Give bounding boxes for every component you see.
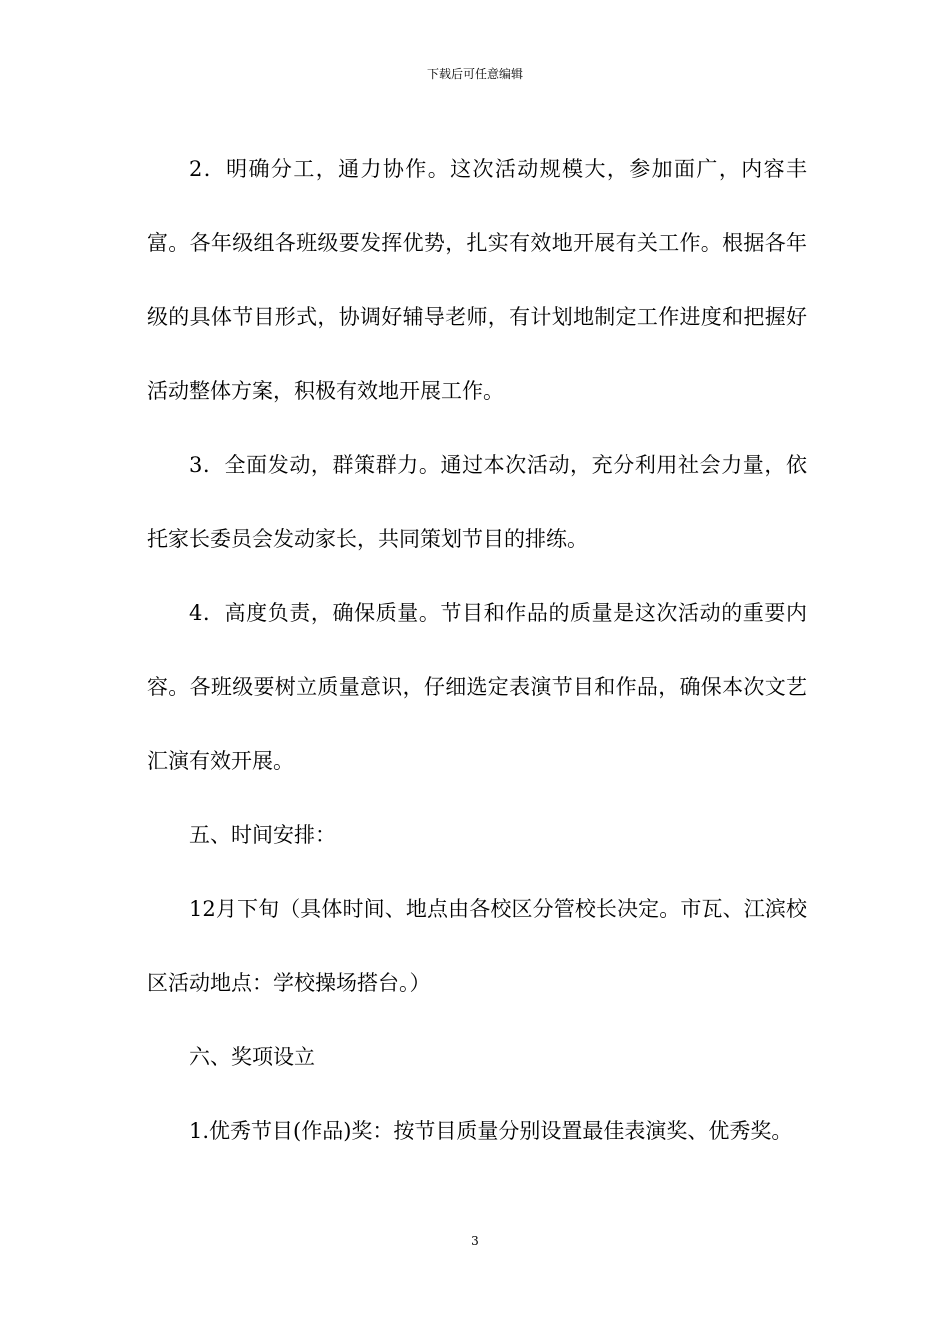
page-number: 3 [471,1234,479,1248]
paragraph-quality-assurance: 4．高度负责，确保质量。节目和作品的质量是这次活动的重要内容。各班级要树立质量意识，仔细选定表演节目和作品，确保本次文艺汇演有效开展。 [147,601,807,773]
section-heading-schedule: 五、时间安排： [189,823,336,847]
paragraph-full-mobilization: 3．全面发动，群策群力。通过本次活动，充分利用社会力量，依托家长委员会发动家长，共同策划节目的排练。 [147,453,807,551]
paragraph-schedule-details: 12月下旬（具体时间、地点由各校区分管校长决定。市瓦、江滨校区活动地点：学校操场搭台。） [147,897,807,995]
page-header: 下载后可任意编辑 [426,67,523,81]
paragraph-award-excellent-program: 1.优秀节目(作品)奖：按节目质量分别设置最佳表演奖、优秀奖。 [189,1119,793,1143]
paragraph-division-of-labor: 2．明确分工，通力协作。这次活动规模大，参加面广，内容丰富。各年级组各班级要发挥优势，扎实有效地开展有关工作。根据各年级的具体节目形式，协调好辅导老师，有计划地制定工作进度和把握好活动整体方案，积极有效地开展工作。 [147,157,807,403]
section-heading-awards: 六、奖项设立 [189,1045,315,1069]
document-body [147,132,807,1168]
